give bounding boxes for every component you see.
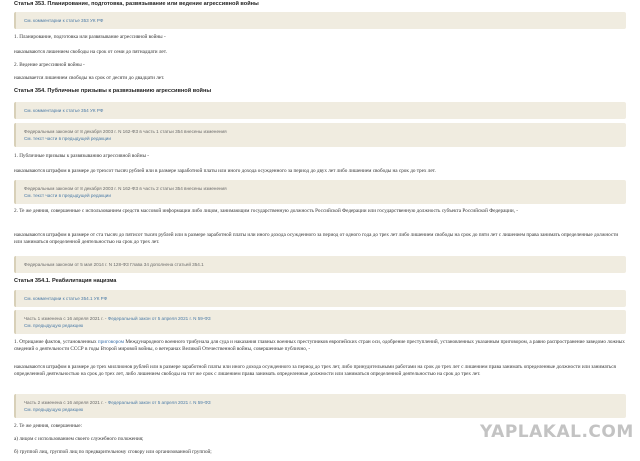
amendment-3541-1-text: Часть 1 изменена с 16 апреля 2021 г. - [24,316,108,321]
commentary-353-note [14,12,626,29]
article-353-title: Статья 353. Планирование, подготовка, развязывание или ведение агрессивной войны [14,1,259,7]
a3541-part1-penalty: наказываются штрафом в размере до трех миллионов рублей или в размере заработной платы или иного дохода осужденного за период до трех лет, либо принудительными работами на срок до трех лет с лишением права занимать определенные должности или заниматься определенной деятельностью на срок до трех лет, либо лишением свободы на тот же срок с лишением права занимать определенные должности или заниматься определенной деятельностью на срок до трех лет. [14,364,616,378]
a3541-part2-a: а) лицом с использованием своего служебного положения; [14,436,144,442]
amendment-354-2 [14,180,626,204]
amendment-354-3-text: Федеральным законом от 5 мая 2014 г. N 128-ФЗ Глава 34 дополнена статьей 354.1 [24,262,204,267]
a3541-part1: 1. Отрицание фактов, установленных приговором Международного военного трибунала для суда и наказания главных военных преступников европейских стран оси, одобрение преступлений, установленных указанным приговором, а равно распространение заведомо ложных сведений о деятельности СССР в годы Второй мировой войны, о ветеранах Великой Отечественной войны, совершенные публично, - [14,339,625,353]
amendment-354-2-link[interactable]: См. текст части в предыдущей редакции [24,193,111,198]
amendment-3541-1-law-link[interactable]: Федеральный закон от 5 апреля 2021 г. N 59-ФЗ [107,316,211,321]
article-354-title: Статья 354. Публичные призывы к развязыванию агрессивной войны [14,88,212,94]
verdict-link[interactable]: приговором [97,339,125,345]
commentary-353-link[interactable]: См. комментарии к статье 353 УК РФ [24,18,104,23]
amendment-3541-2 [14,394,626,418]
a354-part2: 2. Те же деяния, совершенные с использованием средств массовой информации либо лицом, занимающим государственную должность Российской Федерации или государственную должность субъекта Российской Федерации, - [14,208,519,214]
a353-part1-penalty: наказываются лишением свободы на срок от семи до пятнадцати лет. [14,49,167,55]
amendment-354-1 [14,123,626,147]
amendment-3541-2-prev-link[interactable]: См. предыдущую редакцию [24,407,84,412]
amendment-3541-1-prev-link[interactable]: См. предыдущую редакцию [24,323,84,328]
amendment-3541-2-law-link[interactable]: Федеральный закон от 5 апреля 2021 г. N 59-ФЗ [107,400,211,405]
commentary-3541-link[interactable]: См. комментарии к статье 354.1 УК РФ [24,296,108,301]
a354-part1: 1. Публичные призывы к развязыванию агрессивной войны - [14,153,149,159]
commentary-354-link[interactable]: См. комментарии к статье 354 УК РФ [24,108,104,113]
amendment-3541-1 [14,310,626,334]
a353-part1: 1. Планирование, подготовка или развязывание агрессивной войны - [14,34,166,40]
site-watermark: YAPLAKAL.COM [480,422,634,442]
amendment-354-3 [14,256,626,273]
amendment-354-1-link[interactable]: См. текст части в предыдущей редакции [24,136,111,141]
article-3541-title: Статья 354.1. Реабилитация нацизма [14,278,117,284]
commentary-354-note [14,102,626,119]
amendment-354-2-text: Федеральным законом от 8 декабря 2003 г. N 162-ФЗ в часть 2 статьи 354 внесены изменения [24,186,227,191]
a3541-part2-b: б) группой лиц, группой лиц по предварительному сговору или организованной группой; [14,449,212,455]
a353-part2-penalty: наказывается лишением свободы на срок от десяти до двадцати лет. [14,75,165,81]
amendment-354-1-text: Федеральным законом от 8 декабря 2003 г. N 162-ФЗ в часть 1 статьи 354 внесены изменения [24,129,227,134]
a3541-part2: 2. Те же деяния, совершенные: [14,423,83,429]
a353-part2: 2. Ведение агрессивной войны - [14,62,85,68]
a354-part1-penalty: наказываются штрафом в размере до трехсот тысяч рублей или в размере заработной платы или иного дохода осужденного за период до двух лет либо лишением свободы на срок до трех лет. [14,168,436,174]
commentary-3541-note [14,290,626,307]
a354-part2-penalty: наказываются штрафом в размере от ста тысяч до пятисот тысяч рублей или в размере заработной платы или иного дохода осужденного за период от одного года до трех лет либо лишением свободы на срок до пяти лет с лишением права занимать определенные должности или заниматься определенной деятельностью на срок до трех лет. [14,232,619,246]
amendment-3541-2-text: Часть 2 изменена с 16 апреля 2021 г. - [24,400,108,405]
